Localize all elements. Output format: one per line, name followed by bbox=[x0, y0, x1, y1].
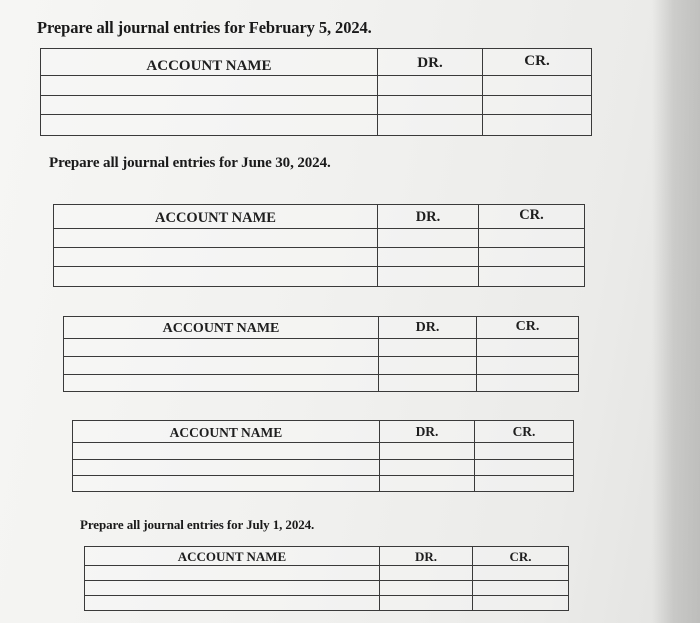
account-name-header: ACCOUNT NAME bbox=[41, 49, 378, 76]
credit-cell[interactable] bbox=[473, 566, 569, 581]
debit-header: DR. bbox=[379, 317, 477, 339]
table-row bbox=[64, 339, 579, 357]
heading-february-5: Prepare all journal entries for February 5, 2024. bbox=[37, 18, 372, 37]
debit-cell[interactable] bbox=[379, 357, 477, 375]
credit-cell[interactable] bbox=[473, 581, 569, 596]
account-cell[interactable] bbox=[73, 460, 380, 476]
credit-header: CR. bbox=[473, 547, 569, 566]
account-cell[interactable] bbox=[64, 357, 379, 375]
debit-header: DR. bbox=[378, 49, 483, 76]
credit-header: CR. bbox=[479, 205, 585, 229]
table-row bbox=[73, 460, 574, 476]
journal-table-february-5 bbox=[40, 48, 592, 136]
account-cell[interactable] bbox=[54, 229, 378, 248]
table-header-row bbox=[64, 317, 579, 339]
table-row bbox=[41, 96, 592, 115]
table-row bbox=[85, 581, 569, 596]
credit-cell[interactable] bbox=[483, 115, 592, 136]
debit-cell[interactable] bbox=[378, 248, 479, 267]
debit-cell[interactable] bbox=[379, 339, 477, 357]
debit-cell[interactable] bbox=[378, 76, 483, 96]
table-row bbox=[64, 357, 579, 375]
debit-cell[interactable] bbox=[378, 267, 479, 287]
table-row bbox=[54, 229, 585, 248]
table-row bbox=[64, 375, 579, 392]
table-row bbox=[41, 76, 592, 96]
credit-header: CR. bbox=[483, 49, 592, 76]
account-cell[interactable] bbox=[73, 476, 380, 492]
account-name-header: ACCOUNT NAME bbox=[64, 317, 379, 339]
debit-cell[interactable] bbox=[380, 596, 473, 611]
credit-header: CR. bbox=[475, 421, 574, 443]
account-cell[interactable] bbox=[41, 76, 378, 96]
debit-cell[interactable] bbox=[380, 566, 473, 581]
credit-cell[interactable] bbox=[473, 596, 569, 611]
table-row bbox=[85, 596, 569, 611]
debit-cell[interactable] bbox=[380, 460, 475, 476]
debit-cell[interactable] bbox=[378, 115, 483, 136]
credit-cell[interactable] bbox=[477, 357, 579, 375]
account-name-header: ACCOUNT NAME bbox=[54, 205, 378, 229]
account-cell[interactable] bbox=[85, 566, 380, 581]
debit-cell[interactable] bbox=[378, 96, 483, 115]
heading-july-1: Prepare all journal entries for July 1, 2024. bbox=[80, 517, 315, 532]
table-row bbox=[54, 248, 585, 267]
table-row bbox=[73, 443, 574, 460]
credit-cell[interactable] bbox=[479, 248, 585, 267]
credit-cell[interactable] bbox=[479, 267, 585, 287]
credit-cell[interactable] bbox=[483, 96, 592, 115]
table-header-row bbox=[54, 205, 585, 229]
debit-cell[interactable] bbox=[378, 229, 479, 248]
account-cell[interactable] bbox=[41, 115, 378, 136]
table-row bbox=[85, 566, 569, 581]
table-header-row bbox=[73, 421, 574, 443]
journal-table-june-30-a bbox=[53, 204, 585, 287]
credit-cell[interactable] bbox=[475, 443, 574, 460]
debit-header: DR. bbox=[380, 421, 475, 443]
journal-table-june-30-c bbox=[72, 420, 574, 492]
credit-header: CR. bbox=[477, 317, 579, 339]
table-row bbox=[54, 267, 585, 287]
debit-header: DR. bbox=[378, 205, 479, 229]
account-cell[interactable] bbox=[41, 96, 378, 115]
table-row bbox=[41, 115, 592, 136]
journal-table-july-1 bbox=[84, 546, 569, 611]
credit-cell[interactable] bbox=[479, 229, 585, 248]
credit-cell[interactable] bbox=[477, 339, 579, 357]
credit-cell[interactable] bbox=[477, 375, 579, 392]
table-header-row bbox=[41, 49, 592, 76]
account-name-header: ACCOUNT NAME bbox=[85, 547, 380, 566]
account-cell[interactable] bbox=[64, 375, 379, 392]
journal-table-june-30-b bbox=[63, 316, 579, 392]
debit-cell[interactable] bbox=[380, 581, 473, 596]
account-cell[interactable] bbox=[64, 339, 379, 357]
table-row bbox=[73, 476, 574, 492]
heading-june-30: Prepare all journal entries for June 30, 2024. bbox=[49, 155, 331, 171]
account-cell[interactable] bbox=[85, 596, 380, 611]
account-cell[interactable] bbox=[85, 581, 380, 596]
account-cell[interactable] bbox=[54, 248, 378, 267]
account-name-header: ACCOUNT NAME bbox=[73, 421, 380, 443]
credit-cell[interactable] bbox=[475, 476, 574, 492]
debit-cell[interactable] bbox=[379, 375, 477, 392]
page-edge-shadow bbox=[652, 0, 700, 623]
account-cell[interactable] bbox=[73, 443, 380, 460]
debit-header: DR. bbox=[380, 547, 473, 566]
debit-cell[interactable] bbox=[380, 476, 475, 492]
credit-cell[interactable] bbox=[483, 76, 592, 96]
credit-cell[interactable] bbox=[475, 460, 574, 476]
debit-cell[interactable] bbox=[380, 443, 475, 460]
account-cell[interactable] bbox=[54, 267, 378, 287]
table-header-row bbox=[85, 547, 569, 566]
